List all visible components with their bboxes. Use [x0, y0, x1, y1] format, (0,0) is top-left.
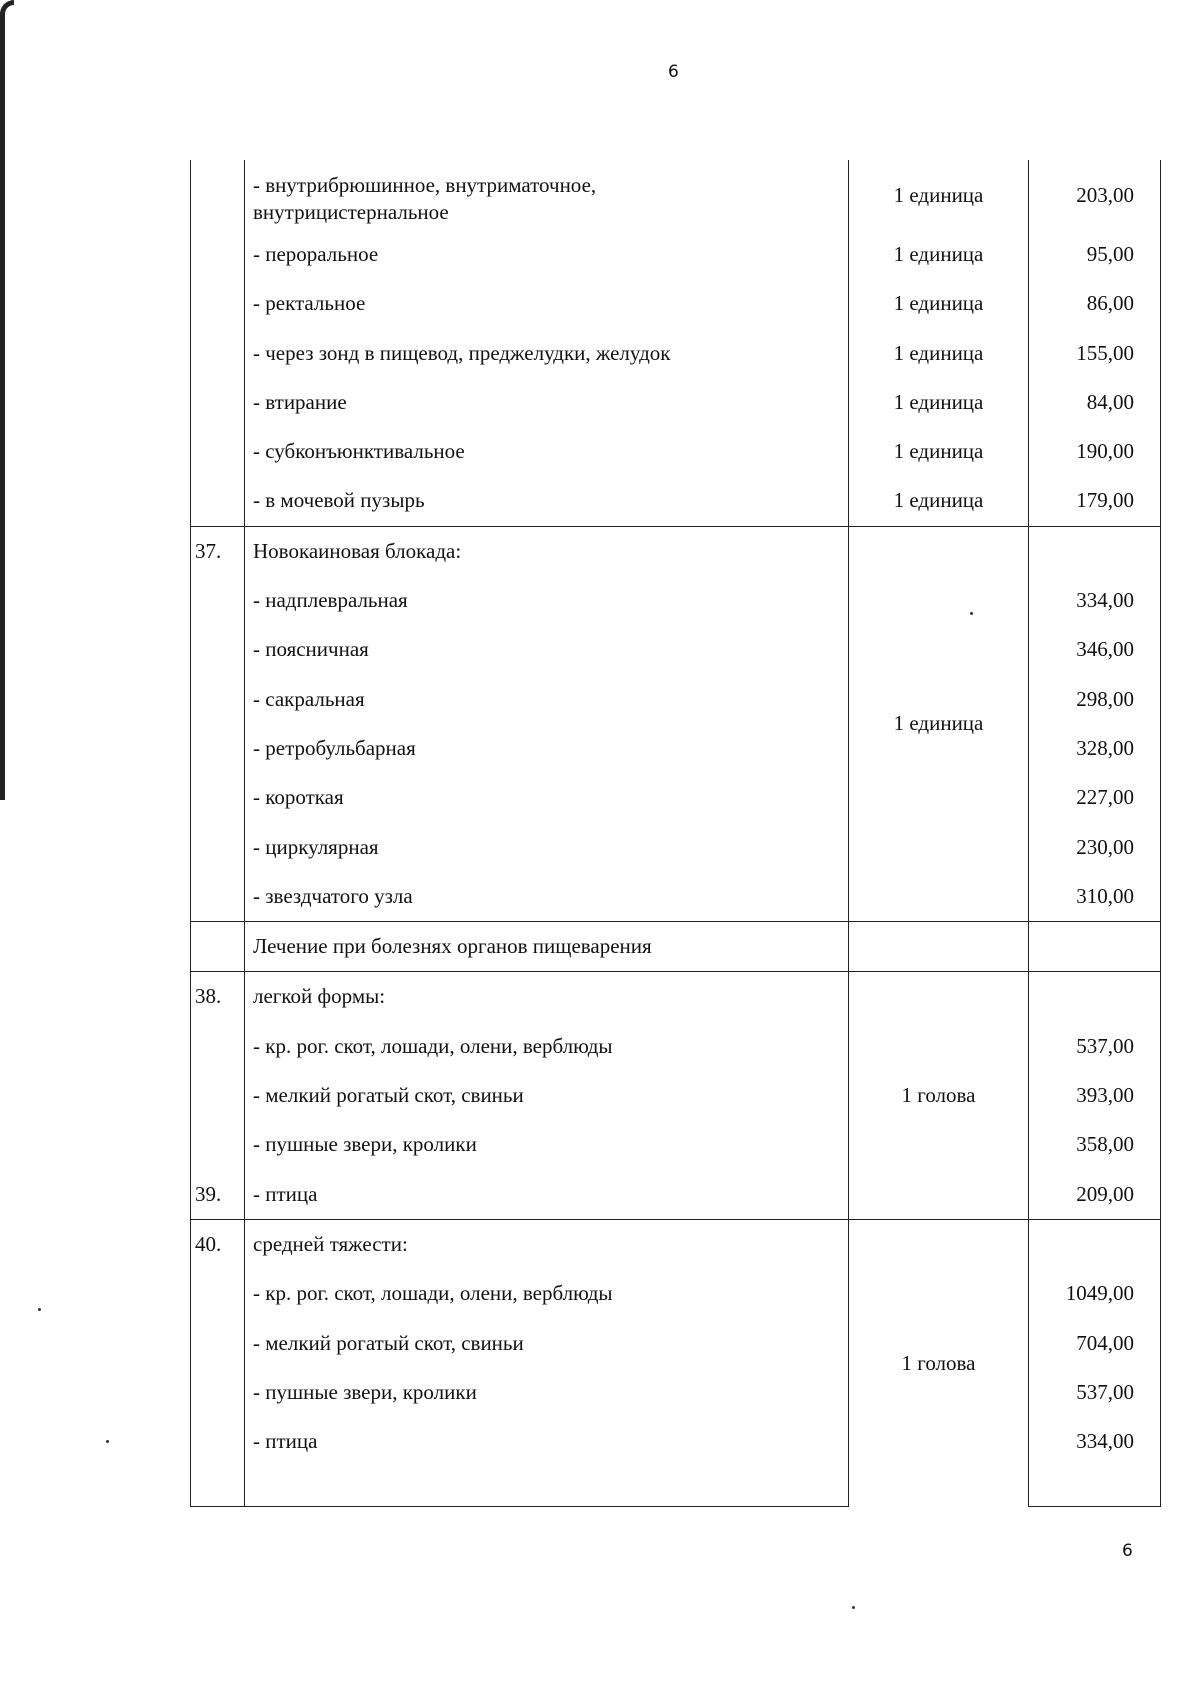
item-number: 40.: [191, 1219, 245, 1269]
row-description: - пушные звери, кролики: [245, 1120, 849, 1169]
row-price: 190,00: [1029, 427, 1161, 476]
row-description: - кр. рог. скот, лошади, олени, верблюды: [245, 1022, 849, 1071]
row-price: 537,00: [1029, 1368, 1161, 1417]
row-unit: 1 единица: [849, 476, 1029, 526]
row-description: - звездчатого узла: [245, 872, 849, 922]
block-unit: 1 голова: [849, 1219, 1029, 1506]
table-row: [191, 329, 1161, 378]
block-title: Новокаиновая блокада:: [245, 526, 849, 576]
table-row: [191, 526, 1161, 576]
row-price: 704,00: [1029, 1319, 1161, 1368]
row-price: 230,00: [1029, 823, 1161, 872]
row-price: 209,00: [1029, 1170, 1161, 1220]
row-price: 86,00: [1029, 279, 1161, 328]
row-price: 334,00: [1029, 576, 1161, 625]
row-price: 310,00: [1029, 872, 1161, 922]
price-table: [190, 160, 1161, 1507]
item-number: 37.: [191, 526, 245, 576]
row-description: - ретробульбарная: [245, 724, 849, 773]
row-price: 358,00: [1029, 1120, 1161, 1169]
row-description: - поясничная: [245, 625, 849, 674]
table-row: [191, 1219, 1161, 1269]
scan-speck: [852, 1606, 855, 1609]
row-description: внутрицистернальное: [253, 200, 449, 224]
row-description: - внутрибрюшинное, внутриматочное,: [253, 173, 597, 197]
row-price: 393,00: [1029, 1071, 1161, 1120]
row-price: 203,00: [1029, 160, 1161, 230]
row-description: - птица: [245, 1170, 849, 1220]
table-row: [191, 230, 1161, 279]
row-description: - субконъюнктивальное: [245, 427, 849, 476]
row-price: 95,00: [1029, 230, 1161, 279]
row-price: 328,00: [1029, 724, 1161, 773]
row-description: - пушные звери, кролики: [245, 1368, 849, 1417]
block-unit: 1 единица: [849, 526, 1029, 921]
page-number-bottom: 6: [1122, 1541, 1133, 1561]
row-price: 84,00: [1029, 378, 1161, 427]
scan-corner-mark: [0, 0, 14, 800]
row-price: 179,00: [1029, 476, 1161, 526]
row-price: 227,00: [1029, 773, 1161, 822]
row-description: - циркулярная: [245, 823, 849, 872]
table-row: [191, 279, 1161, 328]
table-row: [191, 476, 1161, 526]
row-unit: 1 единица: [849, 329, 1029, 378]
section-heading: Лечение при болезнях органов пищеварения: [245, 922, 849, 972]
row-description: - птица: [245, 1417, 849, 1466]
row-unit: 1 единица: [849, 427, 1029, 476]
row-description: - кр. рог. скот, лошади, олени, верблюды: [245, 1269, 849, 1318]
block-unit: 1 голова: [849, 972, 1029, 1219]
row-price: 1049,00: [1029, 1269, 1161, 1318]
scan-speck: [38, 1308, 41, 1311]
row-unit: 1 единица: [849, 279, 1029, 328]
row-price: 334,00: [1029, 1417, 1161, 1466]
section-heading-row: [191, 922, 1161, 972]
row-unit: 1 единица: [849, 230, 1029, 279]
table-row: [191, 427, 1161, 476]
row-description: - ректальное: [245, 279, 849, 328]
row-unit: 1 единица: [849, 160, 1029, 230]
row-price: 298,00: [1029, 675, 1161, 724]
row-price: 346,00: [1029, 625, 1161, 674]
row-description: - мелкий рогатый скот, свиньи: [245, 1071, 849, 1120]
scan-speck: [970, 612, 973, 615]
row-description: - втирание: [245, 378, 849, 427]
table-row: [191, 160, 1161, 230]
block-title: легкой формы:: [245, 972, 849, 1022]
row-description: - короткая: [245, 773, 849, 822]
block-title: средней тяжести:: [245, 1219, 849, 1269]
row-description: - пероральное: [245, 230, 849, 279]
item-number: 39.: [191, 1170, 245, 1220]
row-unit: 1 единица: [849, 378, 1029, 427]
row-description: - в мочевой пузырь: [245, 476, 849, 526]
row-description: - через зонд в пищевод, преджелудки, желудок: [245, 329, 849, 378]
page-number-top: 6: [668, 62, 679, 82]
row-description: - мелкий рогатый скот, свиньи: [245, 1319, 849, 1368]
item-number: 38.: [191, 972, 245, 1022]
row-price: 155,00: [1029, 329, 1161, 378]
table-row: [191, 972, 1161, 1022]
scan-speck: [106, 1440, 109, 1443]
row-price: 537,00: [1029, 1022, 1161, 1071]
table-row: [191, 378, 1161, 427]
row-description: - надплевральная: [245, 576, 849, 625]
row-description: - сакральная: [245, 675, 849, 724]
